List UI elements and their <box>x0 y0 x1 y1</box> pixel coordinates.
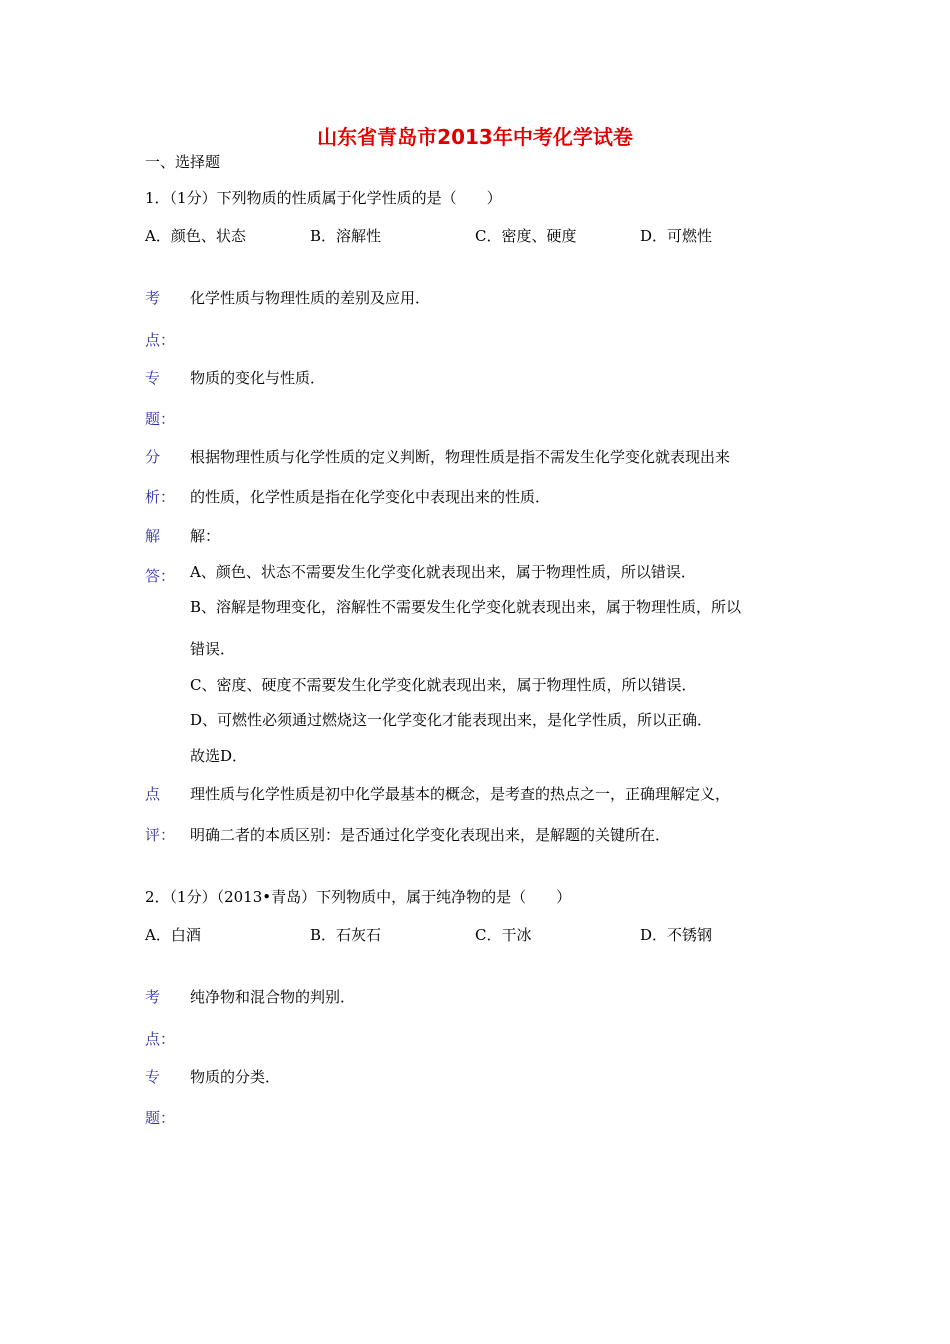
q1-zhuanti-label-2: 题： <box>145 410 176 428</box>
q1-fenxi-line-1: 根据物理性质与化学性质的定义判断，物理性质是指不需发生化学变化就表现出来 <box>190 448 731 466</box>
q1-zhuanti-text: 物质的变化与性质． <box>190 369 326 387</box>
q1-jieda-line-6: D、可燃性必须通过燃烧这一化学变化才能表现出来，是化学性质，所以正确． <box>190 711 713 729</box>
question-2-option-b: B．石灰石 <box>310 926 382 944</box>
q1-kaodian-label-2: 点： <box>145 331 176 349</box>
q1-dianping-label-2: 评： <box>145 826 176 844</box>
q1-dianping-line-1: 理性质与化学性质是初中化学最基本的概念，是考查的热点之一，正确理解定义， <box>190 785 731 803</box>
question-1-option-a: A．颜色、状态 <box>145 227 246 245</box>
q2-zhuanti-label-1: 专 <box>145 1068 161 1086</box>
q1-dianping-label-1: 点 <box>145 785 161 803</box>
section-heading: 一、选择题 <box>145 153 221 171</box>
question-2-option-c: C．干冰 <box>475 926 532 944</box>
q1-kaodian-label-1: 考 <box>145 289 161 307</box>
question-2-option-d: D．不锈钢 <box>640 926 713 944</box>
q1-fenxi-label-1: 分 <box>145 448 161 466</box>
q1-jieda-line-3: B、溶解是物理变化，溶解性不需要发生化学变化就表现出来，属于物理性质，所以 <box>190 598 742 616</box>
q2-kaodian-label-1: 考 <box>145 988 161 1006</box>
question-1-option-b: B．溶解性 <box>310 227 382 245</box>
question-1-option-d: D．可燃性 <box>640 227 713 245</box>
q1-fenxi-label-2: 析： <box>145 488 176 506</box>
q1-jieda-line-4: 错误． <box>190 640 236 658</box>
exam-title: 山东省青岛市2013年中考化学试卷 <box>317 125 633 149</box>
q1-jieda-label-1: 解 <box>145 527 161 545</box>
question-1-option-c: C．密度、硬度 <box>475 227 577 245</box>
q1-jieda-line-1: 解： <box>190 527 221 545</box>
question-2-option-a: A．白酒 <box>145 926 201 944</box>
q1-jieda-line-2: A、颜色、状态不需要发生化学变化就表现出来，属于物理性质，所以错误． <box>190 563 696 581</box>
question-1-stem: 1．（1分）下列物质的性质属于化学性质的是（ ） <box>145 189 502 207</box>
q2-zhuanti-label-2: 题： <box>145 1109 176 1127</box>
q2-zhuanti-text: 物质的分类． <box>190 1068 281 1086</box>
q1-jieda-label-2: 答： <box>145 567 176 585</box>
q1-dianping-line-2: 明确二者的本质区别：是否通过化学变化表现出来，是解题的关键所在． <box>190 826 671 844</box>
q1-jieda-line-7: 故选D． <box>190 747 248 765</box>
q2-kaodian-label-2: 点： <box>145 1030 176 1048</box>
question-2-stem: 2．（1分）（2013•青岛）下列物质中，属于纯净物的是（ ） <box>145 888 572 906</box>
q2-kaodian-text: 纯净物和混合物的判别． <box>190 988 356 1006</box>
q1-kaodian-text: 化学性质与物理性质的差别及应用． <box>190 289 431 307</box>
q1-jieda-line-5: C、密度、硬度不需要发生化学变化就表现出来，属于物理性质，所以错误． <box>190 676 697 694</box>
q1-zhuanti-label-1: 专 <box>145 369 161 387</box>
q1-fenxi-line-2: 的性质，化学性质是指在化学变化中表现出来的性质． <box>190 488 551 506</box>
